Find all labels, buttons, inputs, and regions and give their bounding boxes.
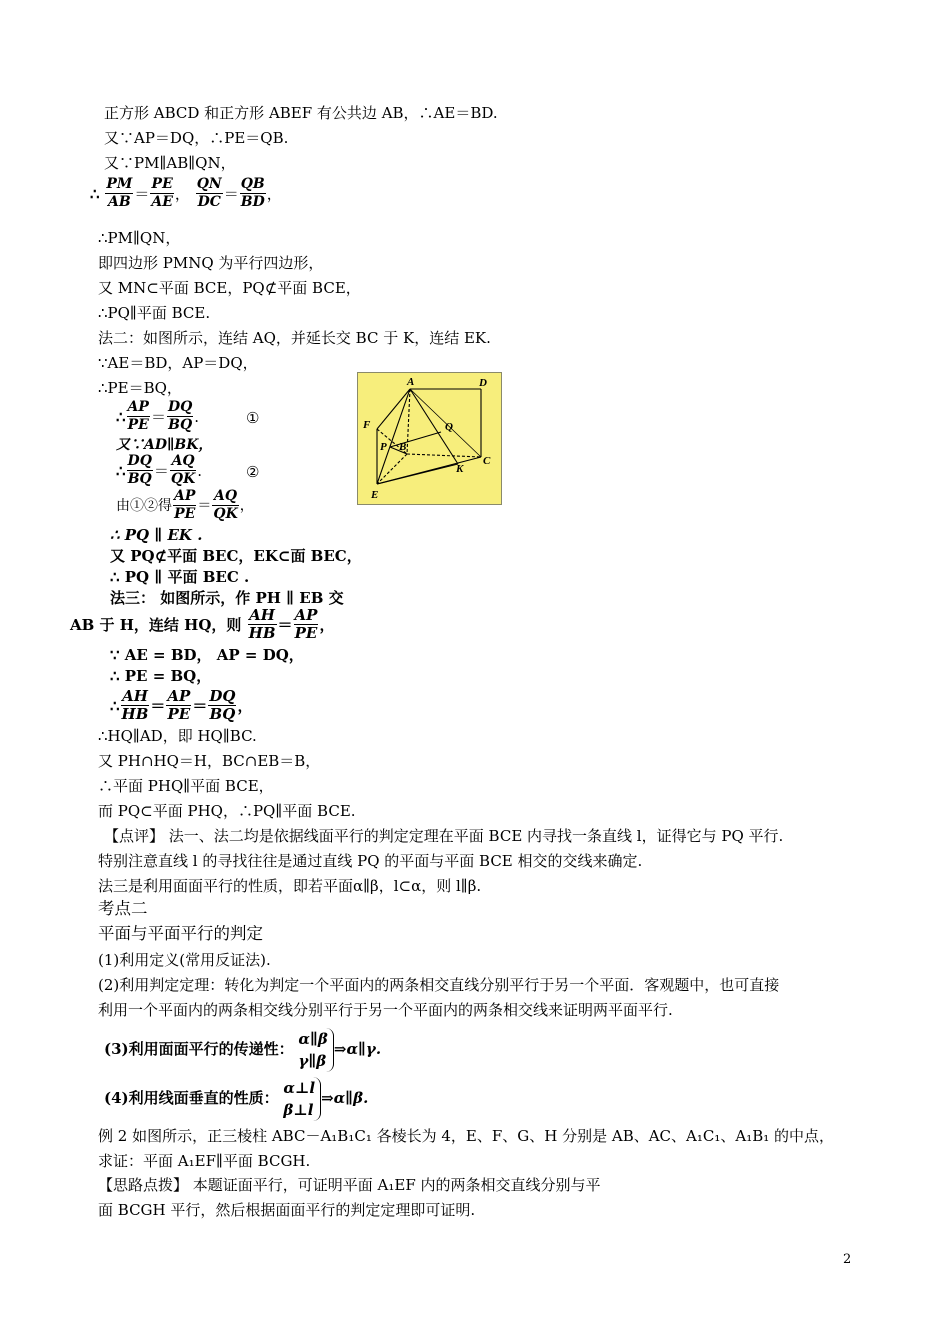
method-item-1: (1)利用定义(常用反证法). bbox=[98, 951, 271, 969]
proof-line-18: ∴ PQ ∥ 平面 BEC . bbox=[110, 568, 250, 586]
label-E: E bbox=[371, 489, 379, 501]
example-2-line-2: 求证：平面 A₁EF∥平面 BCGH. bbox=[98, 1152, 311, 1170]
label-A: A bbox=[407, 376, 415, 388]
figure-background bbox=[358, 373, 502, 505]
geometry-figure bbox=[357, 372, 502, 505]
hint-line-1: 【思路点拨】 本题证面平行，可证明平面 A₁EF 内的两条相交直线分别与平 bbox=[98, 1176, 601, 1194]
proof-line-4-ratios: ∴ $\frac{PM}{AB}$ ＝ $\frac{PE}{AE}$ ， $\frac{QN}{DC}$ ＝ $\frac{QB}{BD}$ ， bbox=[90, 176, 282, 210]
proof-line-15-ratio: 由①②得 $\frac{AP}{PE}$ ＝ $\frac{AQ}{QK}$ ， bbox=[116, 488, 254, 522]
proof-line-2: 又∵AP＝DQ，∴PE＝QB. bbox=[104, 129, 289, 147]
label-D: D bbox=[479, 377, 487, 389]
label-F: F bbox=[363, 419, 371, 431]
proof-line-21: ∵ AE = BD， AP = DQ， bbox=[110, 646, 304, 664]
remark-line-3: 法三是利用面面平行的性质，即若平面α∥β，l⊂α，则 l∥β. bbox=[98, 877, 482, 895]
label-K: K bbox=[456, 463, 464, 475]
proof-line-23-ratio: ∴ $\frac{AH}{HB}$ ＝ $\frac{AP}{PE}$ ＝ $\frac{DQ}{BQ}$ ， bbox=[110, 687, 253, 723]
method-item-3: (3)利用面面平行的传递性： α∥β γ∥β ⇒α∥γ. bbox=[104, 1030, 382, 1070]
method-2-line: 法二：如图所示，连结 AQ，并延长交 BC 于 K，连结 EK. bbox=[98, 329, 491, 347]
proof-line-16: ∴ PQ ∥ EK . bbox=[110, 526, 203, 544]
proof-line-27: 而 PQ⊂平面 PHQ，∴PQ∥平面 BCE. bbox=[98, 802, 356, 820]
proof-line-12-ratio: ∴ $\frac{AP}{PE}$ ＝ $\frac{DQ}{BQ}$ . bbox=[116, 399, 200, 433]
label-C: C bbox=[483, 455, 491, 467]
label-P: P bbox=[380, 441, 387, 453]
circled-marker-1: ① bbox=[246, 409, 260, 427]
section-heading-topic-2: 考点二 bbox=[98, 899, 148, 918]
example-2-line-1: 例 2 如图所示，正三棱柱 ABC－A₁B₁C₁ 各棱长为 4，E、F、G、H 分别是 AB、AC、A₁C₁、A₁B₁ 的中点， bbox=[98, 1127, 835, 1145]
section-title: 平面与平面平行的判定 bbox=[98, 924, 263, 943]
proof-line-14-ratio: ∴ $\frac{DQ}{BQ}$ ＝ $\frac{AQ}{QK}$ . bbox=[116, 453, 203, 487]
proof-line-5: ∴PM∥QN， bbox=[98, 229, 181, 247]
method-item-2-line-1: (2)利用判定定理：转化为判定一个平面内的两条相交直线分别平行于另一个平面．客观题中，也可直接 bbox=[98, 976, 780, 994]
proof-line-6: 即四边形 PMNQ 为平行四边形， bbox=[98, 254, 324, 272]
proof-line-20: AB 于 H，连结 HQ，则 $\frac{AH}{HB}$ ＝ $\frac{AP}{PE}$ ， bbox=[70, 606, 335, 642]
proof-line-26: ∴平面 PHQ∥平面 BCE， bbox=[98, 777, 274, 795]
proof-line-13: 又∵AD∥BK， bbox=[116, 437, 213, 453]
proof-line-10: ∵AE＝BD，AP＝DQ， bbox=[98, 354, 258, 372]
proof-line-7: 又 MN⊂平面 BCE，PQ⊄平面 BCE， bbox=[98, 279, 361, 297]
method-3-line: 法三： 如图所示，作 PH ∥ EB 交 bbox=[110, 589, 344, 607]
remark-line-2: 特别注意直线 l 的寻找往往是通过直线 PQ 的平面与平面 BCE 相交的交线来确定. bbox=[98, 852, 643, 870]
label-B: B bbox=[399, 441, 407, 453]
method-item-2-line-2: 利用一个平面内的两条相交线分别平行于另一个平面内的两条相交线来证明两平面平行. bbox=[98, 1001, 673, 1019]
proof-line-22: ∴ PE = BQ， bbox=[110, 667, 212, 685]
remark-line-1: 【点评】 法一、法二均是依据线面平行的判定定理在平面 BCE 内寻找一条直线 l，证得它与 PQ 平行. bbox=[104, 827, 784, 845]
proof-line-17: 又 PQ⊄平面 BEC，EK⊂面 BEC， bbox=[110, 547, 362, 565]
proof-line-1: 正方形 ABCD 和正方形 ABEF 有公共边 AB，∴AE＝BD. bbox=[104, 104, 498, 122]
proof-line-8: ∴PQ∥平面 BCE. bbox=[98, 304, 211, 322]
hint-line-2: 面 BCGH 平行，然后根据面面平行的判定定理即可证明. bbox=[98, 1201, 476, 1219]
proof-line-11: ∴PE＝BQ， bbox=[98, 379, 182, 397]
label-Q: Q bbox=[445, 421, 453, 433]
method-item-4: (4)利用线面垂直的性质： α⊥l β⊥l ⇒α∥β. bbox=[104, 1079, 369, 1119]
page-number: 2 bbox=[843, 1252, 852, 1267]
proof-line-25: 又 PH∩HQ＝H，BC∩EB＝B， bbox=[98, 752, 321, 770]
proof-line-24: ∴HQ∥AD，即 HQ∥BC. bbox=[98, 727, 257, 745]
circled-marker-2: ② bbox=[246, 463, 260, 481]
proof-line-3: 又∵PM∥AB∥QN， bbox=[104, 154, 236, 172]
